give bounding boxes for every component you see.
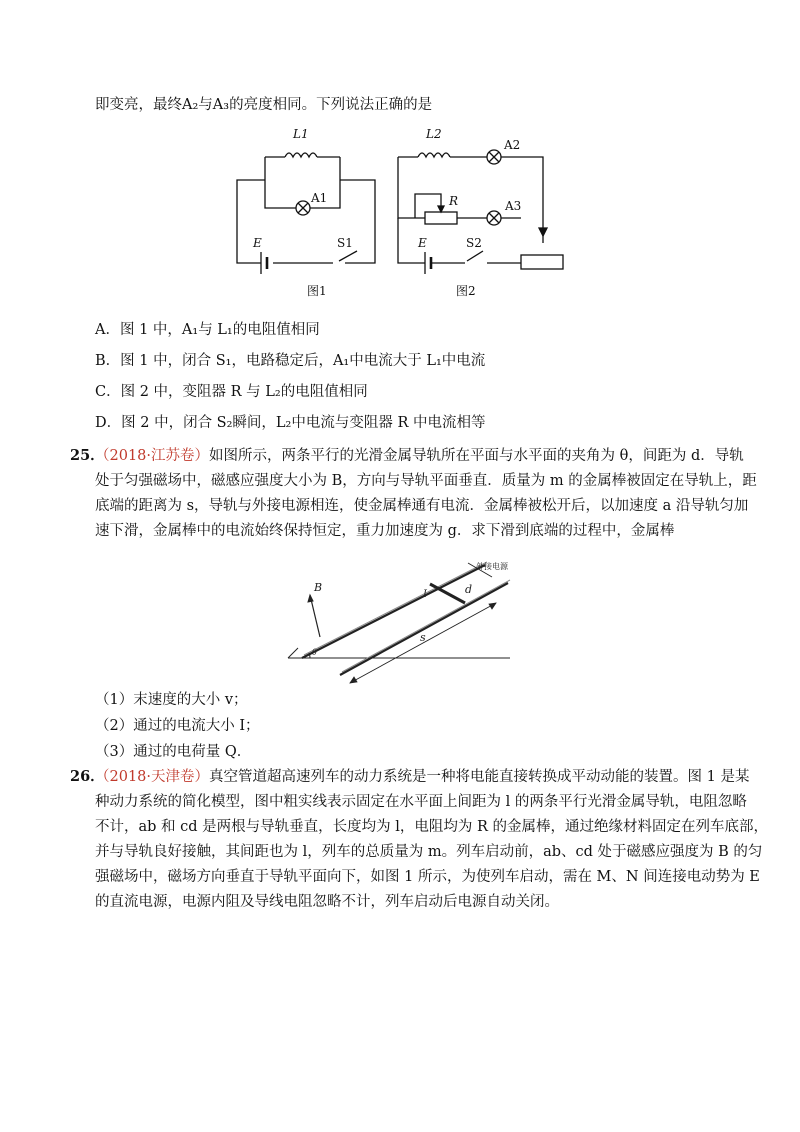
fig2-resistor-label: R	[449, 194, 459, 208]
question-line: 速下滑，金属棒中的电流始终保持恒定，重力加速度为 g．求下滑到底端的过程中，金属棒	[95, 523, 675, 539]
fig2-lamp-a2-label: A2	[504, 138, 521, 152]
question-line: 不计，ab 和 cd 是两根与导轨垂直，长度均为 l，电阻均为 R 的金属棒，通过绝缘材料固定在列车底部，	[95, 819, 769, 835]
intro-text: 即变亮，最终A₂与A₃的亮度相同。下列说法正确的是	[95, 97, 433, 113]
incline-rail-figure	[280, 555, 520, 685]
source-tag: （2018·天津卷）	[95, 769, 210, 785]
question-number: 25．	[70, 447, 105, 464]
fig2-lamp-a3-label: A3	[505, 199, 522, 213]
fig1-lamp-label: A1	[311, 191, 328, 205]
question-line: 处于匀强磁场中，磁感应强度大小为 B，方向与导轨平面垂直．质量为 m 的金属棒被固定在导轨上，距	[95, 473, 757, 489]
fig1-caption: 图1	[307, 284, 327, 298]
label-d: d	[465, 583, 473, 596]
fig1-switch-label: S1	[337, 236, 353, 250]
question-line	[95, 767, 749, 787]
subquestion-1: （1）末速度的大小 v；	[95, 692, 248, 708]
question-line: 的直流电源，电源内阻及导线电阻忽略不计，列车启动后电源自动关闭。	[95, 894, 559, 910]
subquestion-3: （3）通过的电荷量 Q．	[95, 744, 252, 760]
source-tag: （2018·江苏卷）	[95, 448, 210, 464]
option-a: A．图 1 中，A₁与 L₁的电阻值相同	[95, 322, 320, 338]
label-b: B	[314, 581, 323, 594]
question-line: 强磁场中，磁场方向垂直于导轨平面向下，如图 1 所示，为使列车启动，需在 M、N 间连接电动势为 E	[95, 869, 760, 885]
option-c: C．图 2 中，变阻器 R 与 L₂的电阻值相同	[95, 384, 368, 400]
fig2-caption: 图2	[456, 284, 476, 298]
label-s: s	[420, 631, 426, 644]
question-line: 底端的距离为 s，导轨与外接电源相连，使金属棒通有电流．金属棒被松开后，以加速度 a 沿导轨匀加	[95, 498, 749, 514]
question-text: 如图所示，两条平行的光滑金属导轨所在平面与水平面的夹角为 θ，间距为 d．导轨	[209, 448, 744, 464]
question-line	[95, 446, 744, 466]
label-power-source: 外接电源	[476, 562, 508, 571]
question-line: 并与导轨良好接触，其间距也为 l，列车的总质量为 m。列车启动前，ab、cd 处于磁感应强度为 B 的匀	[95, 844, 763, 860]
fig1-source-label: E	[253, 236, 262, 250]
fig2-switch-label: S2	[466, 236, 482, 250]
question-text: 真空管道超高速列车的动力系统是一种将电能直接转换成平动动能的装置。图 1 是某	[209, 769, 750, 785]
fig2-inductor-label: L2	[426, 127, 442, 141]
fig2-source-label: E	[418, 236, 427, 250]
label-i: I	[423, 589, 427, 600]
circuit-figure	[225, 120, 585, 300]
option-d: D．图 2 中，闭合 S₂瞬间，L₂中电流与变阻器 R 中电流相等	[95, 415, 486, 431]
subquestion-2: （2）通过的电流大小 I；	[95, 718, 260, 734]
question-line: 种动力系统的简化模型，图中粗实线表示固定在水平面上间距为 l 的两条平行光滑金属导轨，电阻忽略	[95, 794, 747, 810]
option-b: B．图 1 中，闭合 S₁，电路稳定后，A₁中电流大于 L₁中电流	[95, 353, 486, 369]
label-theta: θ	[312, 648, 317, 657]
fig1-inductor-label: L1	[293, 127, 309, 141]
question-number: 26．	[70, 768, 105, 785]
